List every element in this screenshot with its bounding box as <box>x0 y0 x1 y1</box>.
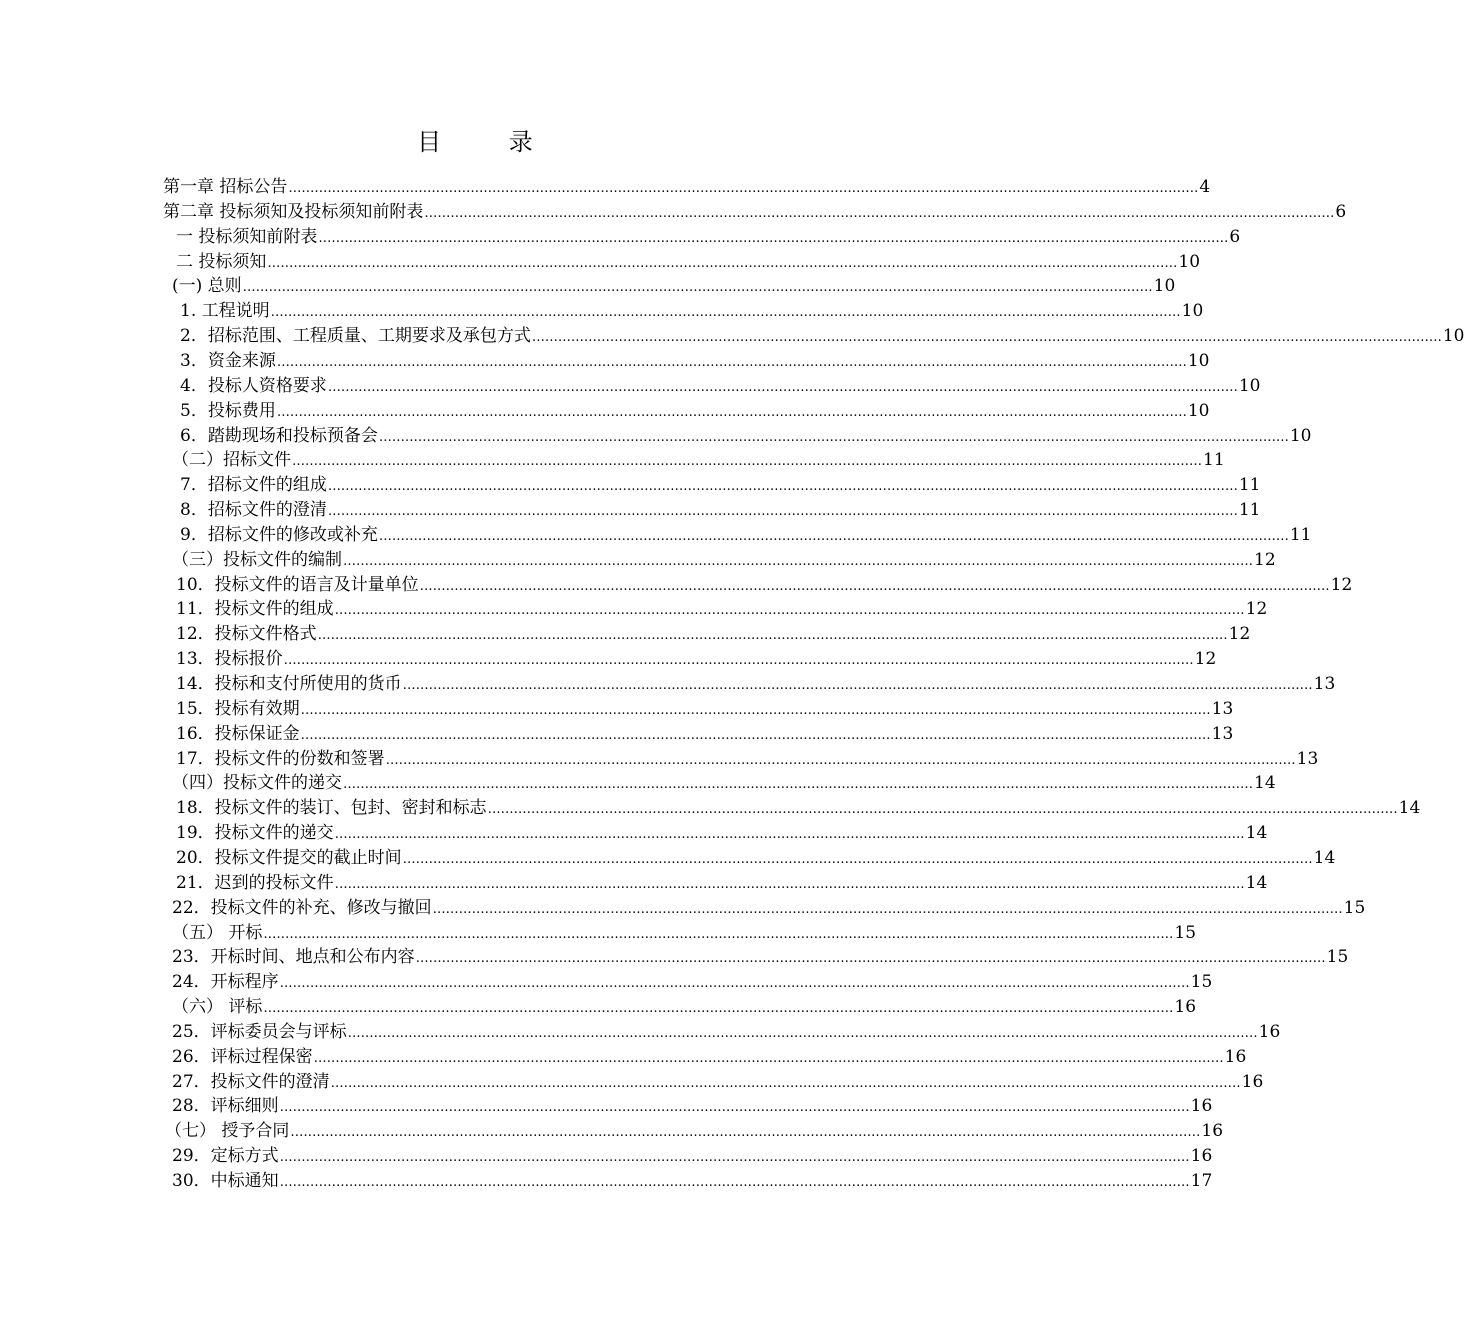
toc-entry-page-number: 13 <box>1211 698 1234 719</box>
toc-entry-page-number: 15 <box>1343 897 1366 918</box>
toc-entry <box>176 672 1336 697</box>
toc-entry-page-number: 11 <box>1289 524 1312 545</box>
toc-entry-page-number: 10 <box>1153 276 1176 297</box>
toc-leader-dots: ………………………………………………………………………………………………………………………………………………………………………………………… <box>313 1050 1224 1066</box>
toc-entry-label: 26．评标过程保密 <box>172 1046 313 1067</box>
toc-entry-page-number: 4 <box>1199 177 1211 197</box>
toc-entry-page-number: 10 <box>1289 425 1312 446</box>
toc-entry-page-number: 12 <box>1245 599 1268 620</box>
toc-entry-label: （三）投标文件的编制 <box>172 549 342 570</box>
toc-entry <box>180 473 1261 498</box>
toc-entry-page-number: 13 <box>1211 723 1234 744</box>
toc-entry <box>172 548 1276 573</box>
toc-entry-page-number: 16 <box>1190 1146 1213 1167</box>
toc-entry-page-number: 6 <box>1229 226 1241 247</box>
toc-entry-page-number: 11 <box>1238 475 1261 496</box>
toc-entry-label: 14．投标和支付所使用的货币 <box>176 674 402 694</box>
toc-entry <box>172 771 1276 796</box>
toc-entry-label: 3．资金来源 <box>180 350 276 371</box>
toc-leader-dots: ………………………………………………………………………………………………………………………………………………………………………………………… <box>276 404 1187 420</box>
toc-entry-page-number: 13 <box>1313 674 1336 694</box>
toc-entry-label: 9．招标文件的修改或补充 <box>180 524 378 545</box>
toc-entry-label: 1. 工程说明 <box>180 301 270 322</box>
toc-entry <box>176 722 1234 747</box>
page-title: 目 录 <box>417 128 563 156</box>
toc-entry-label: 25．评标委员会与评标 <box>172 1021 347 1042</box>
toc-entry <box>172 1070 1264 1095</box>
toc-entry <box>172 448 1225 473</box>
toc-entry <box>180 324 1464 349</box>
toc-leader-dots: ………………………………………………………………………………………………………………………………………………………………………………………… <box>290 1125 1201 1141</box>
toc-entry-label: 22．投标文件的补充、修改与撤回 <box>172 897 432 918</box>
toc-entry-page-number: 14 <box>1254 773 1276 794</box>
toc-entry-label: 一 投标须知前附表 <box>176 226 318 247</box>
toc-entry-label: 29．定标方式 <box>172 1146 279 1167</box>
toc-entry <box>176 747 1319 772</box>
toc-entry <box>176 697 1234 722</box>
toc-entry-page-number: 16 <box>1190 1096 1213 1117</box>
toc-entry-page-number: 16 <box>1224 1046 1247 1067</box>
toc-entry-page-number: 14 <box>1398 798 1421 819</box>
toc-entry-page-number: 16 <box>1174 997 1197 1018</box>
toc-entry-label: 19．投标文件的递交 <box>176 823 334 844</box>
toc-entry-label: 15．投标有效期 <box>176 698 300 719</box>
toc-entry-label: 28．评标细则 <box>172 1096 279 1117</box>
toc-entry <box>172 896 1366 921</box>
toc-entry <box>163 200 1347 225</box>
toc-entry <box>163 175 1211 200</box>
toc-leader-dots: ………………………………………………………………………………………………………………………………………………………………………………………… <box>402 851 1313 867</box>
toc-leader-dots: ………………………………………………………………………………………………………………………………………………………………………………………… <box>327 479 1238 495</box>
toc-entry-page-number: 6 <box>1335 201 1347 222</box>
toc-entry-page-number: 15 <box>1174 922 1197 943</box>
toc-leader-dots: ………………………………………………………………………………………………………………………………………………………………………………………… <box>330 1075 1241 1091</box>
toc-entry <box>176 871 1268 896</box>
toc-entry-label: 8．招标文件的澄清 <box>180 500 327 521</box>
toc-leader-dots: ………………………………………………………………………………………………………………………………………………………………………………………… <box>419 578 1330 594</box>
toc-entry-page-number: 10 <box>1181 301 1204 322</box>
toc-entry-label: 18．投标文件的装订、包封、密封和标志 <box>176 798 487 819</box>
toc-entry-label: 20．投标文件提交的截止时间 <box>176 847 402 868</box>
toc-entry-label: 第二章 投标须知及投标须知前附表 <box>163 201 424 222</box>
toc-entry-label: 27．投标文件的澄清 <box>172 1071 330 1092</box>
toc-leader-dots: ………………………………………………………………………………………………………………………………………………………………………………………… <box>327 379 1238 395</box>
toc-entry-label: （四）投标文件的递交 <box>172 773 342 794</box>
toc-entry <box>172 1169 1213 1194</box>
toc-entry <box>172 1045 1247 1070</box>
toc-entry-label: 21．迟到的投标文件 <box>176 872 334 893</box>
toc-entry-label: （五） 开标 <box>172 922 263 943</box>
toc-leader-dots: ………………………………………………………………………………………………………………………………………………………………………………………… <box>378 528 1289 544</box>
toc-entry-label: 13．投标报价 <box>176 649 283 670</box>
toc-entry-label: （七） 授予合同 <box>165 1121 290 1142</box>
toc-leader-dots: ………………………………………………………………………………………………………………………………………………………………………………………… <box>415 951 1326 967</box>
toc-entry <box>180 523 1312 548</box>
toc-entry-page-number: 12 <box>1330 574 1353 595</box>
toc-leader-dots: ………………………………………………………………………………………………………………………………………………………………………………………… <box>378 429 1289 445</box>
toc-entry-page-number: 10 <box>1178 251 1201 272</box>
toc-leader-dots: ………………………………………………………………………………………………………………………………………………………………………………………… <box>334 876 1245 892</box>
toc-entry-page-number: 16 <box>1201 1121 1224 1142</box>
toc-leader-dots: ………………………………………………………………………………………………………………………………………………………………………………………… <box>327 504 1238 520</box>
toc-entry <box>172 945 1349 970</box>
toc-entry-page-number: 17 <box>1190 1171 1213 1191</box>
toc-entry-label: 7．招标文件的组成 <box>180 475 327 496</box>
toc-leader-dots: ………………………………………………………………………………………………………………………………………………………………………………………… <box>402 678 1313 693</box>
toc-entry-label: （六） 评标 <box>172 997 263 1018</box>
toc-entry-label: 16．投标保证金 <box>176 723 300 744</box>
toc-leader-dots: ………………………………………………………………………………………………………………………………………………………………………………………… <box>347 1025 1258 1041</box>
toc-entry <box>176 597 1268 622</box>
toc-leader-dots: ………………………………………………………………………………………………………………………………………………………………………………………… <box>283 653 1194 669</box>
toc-entry-page-number: 13 <box>1296 748 1319 769</box>
toc-entry-page-number: 10 <box>1187 350 1210 371</box>
toc-leader-dots: ………………………………………………………………………………………………………………………………………………………………………………………… <box>318 230 1229 246</box>
toc-entry <box>180 299 1204 324</box>
toc-entry <box>180 399 1210 424</box>
toc-entry <box>172 970 1213 995</box>
toc-entry-label: 17．投标文件的份数和签署 <box>176 748 385 769</box>
toc-entry <box>172 921 1197 946</box>
toc-leader-dots: ………………………………………………………………………………………………………………………………………………………………………………………… <box>279 976 1190 992</box>
toc-leader-dots: ………………………………………………………………………………………………………………………………………………………………………………………… <box>292 454 1202 470</box>
toc-leader-dots: ………………………………………………………………………………………………………………………………………………………………………………………… <box>432 901 1343 917</box>
toc-entry <box>180 374 1261 399</box>
toc-entry-label: 5．投标费用 <box>180 400 276 421</box>
toc-leader-dots: ………………………………………………………………………………………………………………………………………………………………………………………… <box>263 926 1174 942</box>
toc-entry-page-number: 10 <box>1442 326 1464 347</box>
toc-entry-page-number: 12 <box>1228 624 1251 645</box>
toc-leader-dots: ………………………………………………………………………………………………………………………………………………………………………………………… <box>242 280 1153 296</box>
toc-leader-dots: ………………………………………………………………………………………………………………………………………………………………………………………… <box>343 553 1253 569</box>
toc-entry <box>176 846 1336 871</box>
toc-entry-label: 4．投标人资格要求 <box>180 375 327 396</box>
toc-leader-dots: ………………………………………………………………………………………………………………………………………………………………………………………… <box>385 752 1296 768</box>
toc-leader-dots: ………………………………………………………………………………………………………………………………………………………………………………………… <box>279 1150 1190 1166</box>
toc-entry-page-number: 14 <box>1313 847 1336 868</box>
toc-entry <box>172 1020 1281 1045</box>
toc-entry-page-number: 12 <box>1254 549 1276 570</box>
toc-entry-label: 2．招标范围、工程质量、工期要求及承包方式 <box>180 326 531 347</box>
toc-entry-label: 二 投标须知 <box>176 251 267 272</box>
toc-leader-dots: ………………………………………………………………………………………………………………………………………………………………………………………… <box>279 1175 1190 1190</box>
toc-entry-page-number: 14 <box>1245 823 1268 844</box>
toc-leader-dots: ………………………………………………………………………………………………………………………………………………………………………………………… <box>279 1100 1190 1116</box>
toc-leader-dots: ………………………………………………………………………………………………………………………………………………………………………………………… <box>343 777 1253 793</box>
toc-entry-label: 23．开标时间、地点和公布内容 <box>172 947 415 968</box>
toc-leader-dots: ………………………………………………………………………………………………………………………………………………………………………………………… <box>288 181 1199 196</box>
toc-leader-dots: ………………………………………………………………………………………………………………………………………………………………………………………… <box>424 205 1335 221</box>
toc-entry-label: 10．投标文件的语言及计量单位 <box>176 574 419 595</box>
toc-entry <box>172 1094 1213 1119</box>
toc-entry-label: (一) 总则 <box>172 276 242 297</box>
toc-entry <box>172 274 1176 299</box>
toc-entry <box>176 250 1201 275</box>
toc-entry-page-number: 10 <box>1187 400 1210 421</box>
toc-entry-page-number: 14 <box>1245 872 1268 893</box>
toc-leader-dots: ………………………………………………………………………………………………………………………………………………………………………………………… <box>487 802 1398 818</box>
toc-entry-page-number: 16 <box>1258 1021 1281 1042</box>
toc-leader-dots: ………………………………………………………………………………………………………………………………………………………………………………………… <box>263 1001 1174 1017</box>
toc-entry-page-number: 12 <box>1194 649 1217 670</box>
toc-entry <box>176 647 1217 672</box>
toc-entry-page-number: 16 <box>1241 1071 1264 1092</box>
toc-leader-dots: ………………………………………………………………………………………………………………………………………………………………………………………… <box>317 628 1228 644</box>
toc-entry <box>172 1144 1213 1169</box>
toc-entry <box>176 796 1421 821</box>
toc-leader-dots: ………………………………………………………………………………………………………………………………………………………………………………………… <box>267 255 1178 271</box>
toc-entry-page-number: 15 <box>1190 972 1213 993</box>
toc-entry <box>165 1119 1224 1144</box>
toc-entry <box>176 622 1251 647</box>
toc-entry <box>176 821 1268 846</box>
toc-entry-label: 6．踏勘现场和投标预备会 <box>180 425 378 446</box>
toc-entry <box>180 498 1261 523</box>
toc-entry-label: 30．中标通知 <box>172 1171 279 1191</box>
toc-leader-dots: ………………………………………………………………………………………………………………………………………………………………………………………… <box>300 727 1211 743</box>
toc-leader-dots: ………………………………………………………………………………………………………………………………………………………………………………………… <box>270 305 1181 321</box>
toc-entry-page-number: 10 <box>1238 375 1261 396</box>
toc-leader-dots: ………………………………………………………………………………………………………………………………………………………………………………………… <box>531 330 1442 346</box>
toc-entry-page-number: 11 <box>1203 450 1225 471</box>
toc-entry <box>176 573 1353 598</box>
toc-entry-label: 11．投标文件的组成 <box>176 599 334 620</box>
toc-entry-page-number: 15 <box>1326 947 1349 968</box>
toc-entry-label: 24．开标程序 <box>172 972 279 993</box>
toc-entry-page-number: 11 <box>1238 500 1261 521</box>
toc-entry <box>172 995 1197 1020</box>
toc-entry <box>180 349 1210 374</box>
toc-leader-dots: ………………………………………………………………………………………………………………………………………………………………………………………… <box>334 827 1245 843</box>
toc-leader-dots: ………………………………………………………………………………………………………………………………………………………………………………………… <box>276 354 1187 370</box>
toc-entry-label: 12．投标文件格式 <box>176 624 317 645</box>
toc-entry-label: （二）招标文件 <box>172 450 291 471</box>
toc-entry-label: 第一章 招标公告 <box>163 177 288 197</box>
toc-leader-dots: ………………………………………………………………………………………………………………………………………………………………………………………… <box>300 702 1211 718</box>
toc-entry <box>180 424 1312 449</box>
toc-leader-dots: ………………………………………………………………………………………………………………………………………………………………………………………… <box>334 603 1245 619</box>
toc-entry <box>176 225 1241 250</box>
